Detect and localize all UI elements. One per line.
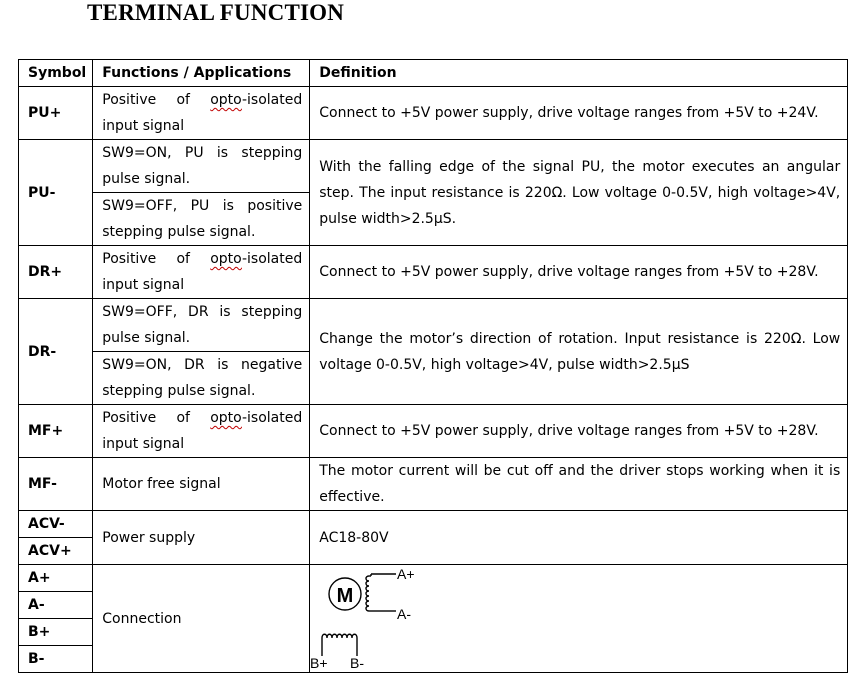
header-definition: Definition bbox=[310, 60, 848, 87]
symbol-cell: MF- bbox=[19, 458, 93, 511]
function-cell: SW9=OFF, DR is stepping pulse signal. bbox=[93, 299, 310, 352]
motor-wiring-diagram bbox=[310, 566, 846, 672]
function-cell bbox=[93, 87, 310, 140]
function-text: opto bbox=[210, 92, 242, 108]
header-functions: Functions / Applications bbox=[93, 60, 310, 87]
definition-cell: Change the motor’s direction of rotation. Input resistance is 220Ω. Low voltage 0-0.5V, high voltage>4V, pulse width>2.5µS bbox=[310, 299, 848, 405]
function-cell: SW9=ON, DR is negative stepping pulse signal. bbox=[93, 352, 310, 405]
terminal-function-table bbox=[18, 59, 848, 673]
table-row bbox=[19, 565, 848, 592]
function-cell bbox=[93, 246, 310, 299]
function-cell bbox=[93, 405, 310, 458]
table-row bbox=[19, 246, 848, 299]
symbol-cell: B- bbox=[19, 646, 93, 673]
coil-a bbox=[366, 576, 369, 611]
definition-cell: AC18-80V bbox=[310, 511, 848, 565]
symbol-cell: A+ bbox=[19, 565, 93, 592]
function-cell: SW9=ON, PU is stepping pulse signal. bbox=[93, 140, 310, 193]
symbol-cell: DR- bbox=[19, 299, 93, 405]
symbol-cell: PU+ bbox=[19, 87, 93, 140]
function-text: Positive of bbox=[102, 251, 211, 267]
header-symbol: Symbol bbox=[19, 60, 93, 87]
terminal-label-a-plus: A+ bbox=[397, 565, 415, 582]
function-cell: Power supply bbox=[93, 511, 310, 565]
motor-diagram bbox=[322, 574, 396, 656]
connection-diagram-cell bbox=[310, 565, 848, 673]
definition-cell: With the falling edge of the signal PU, the motor executes an angular step. The input resistance is 220Ω. Low voltage 0-0.5V, high voltage>4V, pulse width>2.5µS. bbox=[310, 140, 848, 246]
terminal-label-b-plus: B+ bbox=[310, 654, 328, 671]
function-text: -isolated input signal bbox=[102, 251, 303, 293]
table-row bbox=[19, 140, 848, 193]
symbol-cell: ACV- bbox=[19, 511, 93, 538]
table-row bbox=[19, 511, 848, 538]
table-row bbox=[19, 405, 848, 458]
symbol-cell: PU- bbox=[19, 140, 93, 246]
motor-label: M bbox=[336, 584, 354, 607]
symbol-cell: A- bbox=[19, 592, 93, 619]
symbol-cell: DR+ bbox=[19, 246, 93, 299]
function-text: -isolated input signal bbox=[102, 92, 303, 134]
terminal-label-b-minus: B- bbox=[350, 654, 365, 671]
definition-cell: Connect to +5V power supply, drive voltage ranges from +5V to +24V. bbox=[310, 87, 848, 140]
table-row bbox=[19, 458, 848, 511]
table-row bbox=[19, 299, 848, 352]
definition-cell: The motor current will be cut off and the driver stops working when it is effective. bbox=[310, 458, 848, 511]
function-cell: Motor free signal bbox=[93, 458, 310, 511]
function-text: opto bbox=[210, 251, 242, 267]
definition-cell: Connect to +5V power supply, drive voltage ranges from +5V to +28V. bbox=[310, 405, 848, 458]
terminal-label-a-minus: A- bbox=[397, 605, 412, 622]
header-row bbox=[19, 60, 848, 87]
function-cell: Connection bbox=[93, 565, 310, 673]
definition-cell: Connect to +5V power supply, drive voltage ranges from +5V to +28V. bbox=[310, 246, 848, 299]
table-row bbox=[19, 87, 848, 140]
coil-b bbox=[322, 634, 357, 638]
function-text: -isolated input signal bbox=[102, 410, 303, 452]
function-text: opto bbox=[210, 410, 242, 426]
function-cell: SW9=OFF, PU is positive stepping pulse signal. bbox=[93, 193, 310, 246]
symbol-cell: MF+ bbox=[19, 405, 93, 458]
symbol-cell: ACV+ bbox=[19, 538, 93, 565]
symbol-cell: B+ bbox=[19, 619, 93, 646]
document-title: TERMINAL FUNCTION bbox=[87, 0, 345, 25]
function-text: Positive of bbox=[102, 92, 211, 108]
function-text: Positive of bbox=[102, 410, 211, 426]
